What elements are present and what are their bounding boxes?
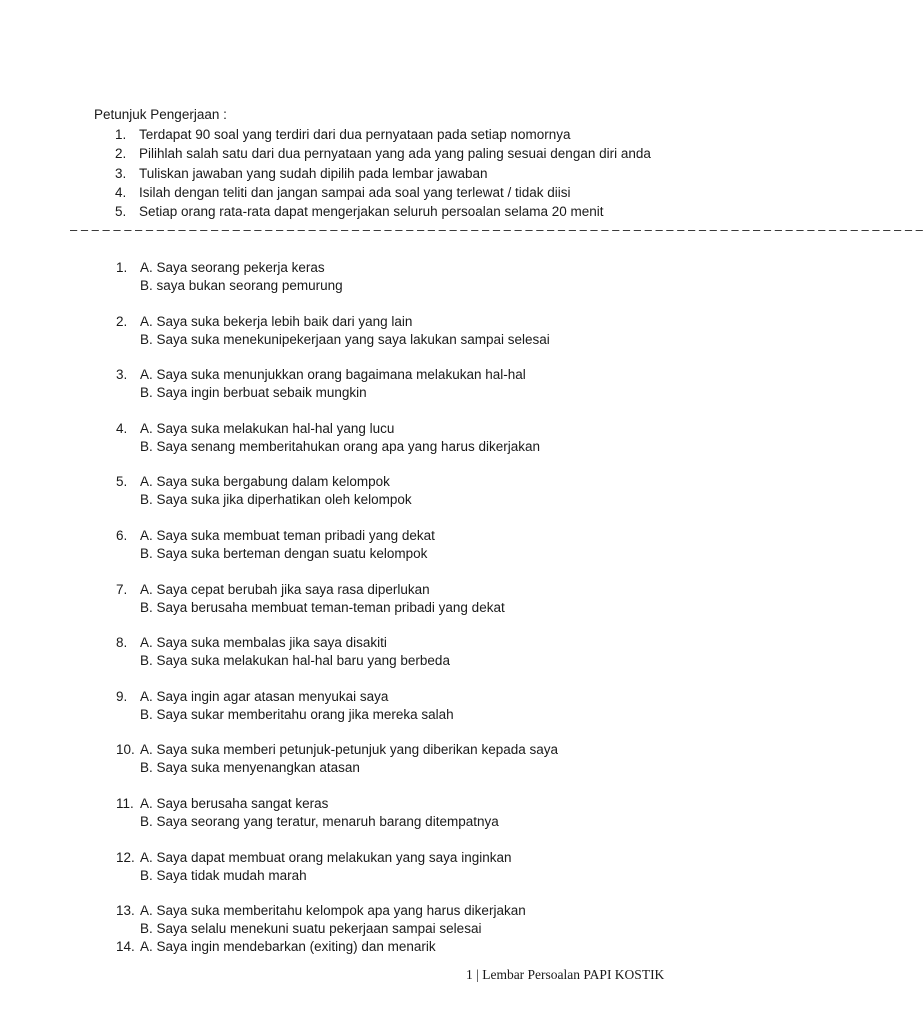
option-a: A. Saya berusaha sangat keras bbox=[140, 795, 329, 811]
question-number: 11. bbox=[116, 795, 134, 811]
option-a: A. Saya suka memberi petunjuk-petunjuk yang diberikan kepada saya bbox=[140, 742, 558, 758]
option-a: A. Saya suka melakukan hal-hal yang lucu bbox=[140, 420, 395, 436]
option-a: A. Saya ingin mendebarkan (exiting) dan menarik bbox=[140, 939, 436, 955]
option-b: B. Saya seorang yang teratur, menaruh barang ditempatnya bbox=[140, 813, 499, 829]
question-number: 3. bbox=[116, 367, 128, 383]
option-b: B. Saya suka melakukan hal-hal baru yang berbeda bbox=[140, 653, 450, 669]
option-a: A. Saya suka bekerja lebih baik dari yang lain bbox=[140, 313, 413, 329]
question-number: 5. bbox=[116, 474, 128, 490]
question-number: 2. bbox=[116, 313, 128, 329]
instruction-number: 5. bbox=[115, 204, 127, 220]
option-a: A. Saya suka membalas jika saya disakiti bbox=[140, 635, 387, 651]
option-b: B. Saya suka menekunipekerjaan yang saya lakukan sampai selesai bbox=[140, 331, 550, 347]
option-b: B. saya bukan seorang pemurung bbox=[140, 278, 343, 293]
instruction-text: Isilah dengan teliti dan jangan sampai ada soal yang terlewat / tidak diisi bbox=[139, 184, 571, 200]
option-b: B. Saya ingin berbuat sebaik mungkin bbox=[140, 385, 367, 401]
question-number: 13. bbox=[116, 903, 135, 919]
dashed-divider: – – – – – – – – – – – – – – – – – – – – – – – – – – – – – – – – – – – – – – – – – – – – – – – – – – – – – – – – – – – – – – – – – – – – – – – – – – – – – – – bbox=[70, 222, 923, 237]
question-number: 12. bbox=[116, 849, 135, 865]
question-number: 6. bbox=[116, 527, 128, 543]
instruction-number: 1. bbox=[115, 127, 127, 142]
option-a: A. Saya suka membuat teman pribadi yang dekat bbox=[140, 527, 435, 543]
option-a: A. Saya dapat membuat orang melakukan yang saya inginkan bbox=[140, 849, 512, 865]
question-number: 9. bbox=[116, 688, 128, 704]
option-b: B. Saya suka menyenangkan atasan bbox=[140, 760, 360, 776]
question-number: 14. bbox=[116, 939, 135, 955]
option-a: A. Saya ingin agar atasan menyukai saya bbox=[140, 688, 389, 704]
option-b: B. Saya sukar memberitahu orang jika mereka salah bbox=[140, 706, 454, 722]
page-footer: 1 | Lembar Persoalan PAPI KOSTIK bbox=[466, 967, 665, 982]
instruction-text: Terdapat 90 soal yang terdiri dari dua pernyataan pada setiap nomornya bbox=[139, 127, 571, 142]
instruction-number: 4. bbox=[115, 184, 127, 200]
instruction-text: Tuliskan jawaban yang sudah dipilih pada lembar jawaban bbox=[139, 165, 488, 181]
option-b: B. Saya senang memberitahukan orang apa yang harus dikerjakan bbox=[140, 438, 541, 454]
option-b: B. Saya tidak mudah marah bbox=[140, 867, 307, 883]
option-a: A. Saya seorang pekerja keras bbox=[140, 260, 325, 275]
option-b: B. Saya suka jika diperhatikan oleh kelompok bbox=[140, 492, 412, 508]
question-number: 1. bbox=[116, 260, 128, 275]
question-number: 10. bbox=[116, 742, 135, 758]
question-number: 8. bbox=[116, 635, 128, 651]
option-a: A. Saya suka bergabung dalam kelompok bbox=[140, 474, 390, 490]
option-a: A. Saya cepat berubah jika saya rasa diperlukan bbox=[140, 581, 430, 597]
option-b: B. Saya berusaha membuat teman-teman pribadi yang dekat bbox=[140, 599, 505, 615]
instruction-number: 3. bbox=[115, 165, 127, 181]
question-number: 7. bbox=[116, 581, 128, 597]
instructions-title: Petunjuk Pengerjaan : bbox=[94, 107, 227, 122]
instruction-number: 2. bbox=[115, 146, 127, 162]
instruction-text: Setiap orang rata-rata dapat mengerjakan seluruh persoalan selama 20 menit bbox=[139, 204, 604, 220]
option-a: A. Saya suka menunjukkan orang bagaimana melakukan hal-hal bbox=[140, 367, 526, 383]
question-number: 4. bbox=[116, 420, 128, 436]
option-b: B. Saya suka berteman dengan suatu kelompok bbox=[140, 545, 428, 561]
option-b: B. Saya selalu menekuni suatu pekerjaan sampai selesai bbox=[140, 921, 482, 937]
option-a: A. Saya suka memberitahu kelompok apa yang harus dikerjakan bbox=[140, 903, 526, 919]
instruction-text: Pilihlah salah satu dari dua pernyataan yang ada yang paling sesuai dengan diri anda bbox=[139, 146, 651, 162]
